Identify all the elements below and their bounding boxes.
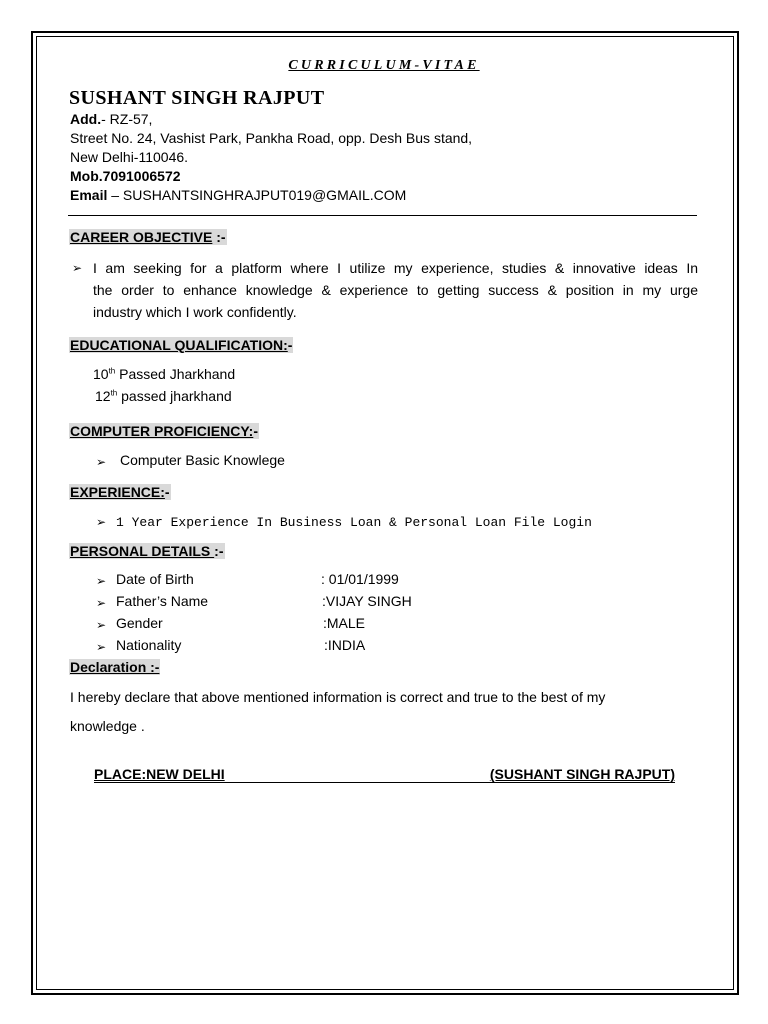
personal-label: Nationality	[116, 637, 182, 653]
bullet-arrow-icon: ➢	[96, 640, 107, 654]
personal-label: Father’s Name	[116, 593, 209, 609]
bullet-arrow-icon: ➢	[72, 261, 83, 275]
address-label: Add.	[70, 111, 102, 127]
street-line: Street No. 24, Vashist Park, Pankha Road, opp. Desh Bus stand,	[70, 130, 473, 146]
bullet-arrow-icon: ➢	[96, 515, 107, 529]
email-value: – SUSHANTSINGHRAJPUT019@GMAIL.COM	[107, 187, 407, 203]
personal-label: Gender	[116, 615, 163, 631]
career-objective-text: I am seeking for a platform where I utilize my experience, studies & innovative ideas In the order to enhance knowledge & experience to getting success & position in my urge industry which I work confidently.	[93, 260, 698, 320]
experience-heading: EXPERIENCE:-	[70, 484, 170, 500]
email-label: Email	[70, 187, 108, 203]
personal-value: :MALE	[323, 615, 366, 631]
bullet-arrow-icon: ➢	[96, 618, 107, 632]
city-line: New Delhi-110046.	[70, 149, 189, 165]
declaration-text: knowledge .	[70, 718, 145, 734]
signature-name: (SUSHANT SINGH RAJPUT)	[489, 766, 675, 782]
personal-value: :VIJAY SINGH	[322, 593, 412, 609]
mobile-line: Mob.7091006572	[70, 168, 181, 184]
email-line	[70, 187, 406, 203]
address-line	[70, 111, 152, 127]
bullet-arrow-icon: ➢	[96, 574, 107, 588]
personal-details-heading: PERSONAL DETAILS :-	[70, 543, 224, 559]
place-label: PLACE:NEW DELHI	[94, 766, 225, 782]
address-value: - RZ-57,	[101, 111, 153, 127]
personal-label: Date of Birth	[116, 571, 194, 587]
education-heading: EDUCATIONAL QUALIFICATION:-	[70, 337, 293, 353]
education-item: 10th Passed Jharkhand	[93, 366, 236, 382]
personal-value: : 01/01/1999	[321, 571, 399, 587]
candidate-name: SUSHANT SINGH RAJPUT	[69, 87, 325, 109]
declaration-heading: Declaration :-	[70, 659, 160, 675]
header-divider	[68, 215, 697, 216]
personal-value: :INDIA	[324, 637, 366, 653]
education-item: 12th passed jharkhand	[95, 388, 232, 404]
career-objective-heading: CAREER OBJECTIVE :-	[70, 229, 226, 245]
bullet-arrow-icon: ➢	[96, 596, 107, 610]
declaration-text: I hereby declare that above mentioned information is correct and true to the best of my	[70, 689, 606, 705]
computer-skill-item: Computer Basic Knowlege	[120, 452, 285, 468]
computer-proficiency-heading: COMPUTER PROFICIENCY:-	[70, 423, 258, 439]
experience-item: 1 Year Experience In Business Loan & Personal Loan File Login	[116, 515, 592, 530]
document-title: CURRICULUM-VITAE	[288, 58, 480, 73]
bullet-arrow-icon: ➢	[96, 455, 107, 469]
